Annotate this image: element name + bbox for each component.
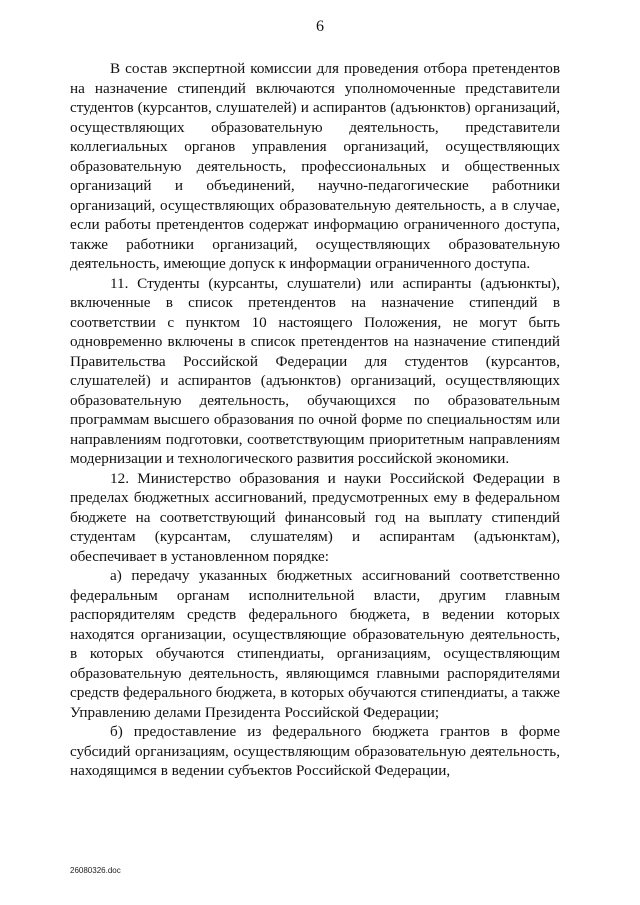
footer-file-code: 26080326.doc: [70, 866, 121, 875]
page-number: 6: [316, 18, 324, 35]
paragraph-item-11: 11. Студенты (курсанты, слушатели) или аспиранты (адъюнкты), включенные в список претендентов на назначение стипендий в соответствии с пунктом 10 настоящего Положения, не могут быть одновременно включены в список претендентов на назначение стипендий Правительства Российской Федерации для студентов (курсантов, слушателей) и аспирантов (адъюнктов) организаций, осуществляющих образовательную деятельность, обучающихся по образовательным программам высшего образования по очной форме по специальностям или направлениям подготовки, соответствующим приоритетным направлениям модернизации и технологического развития российской экономики.: [70, 274, 560, 467]
paragraph-subitem-b: б) предоставление из федерального бюджета грантов в форме субсидий организациям, осуществляющим образовательную деятельность, находящимся в ведении субъектов Российской Федерации,: [70, 723, 560, 779]
paragraph-expert-commission: В состав экспертной комиссии для проведения отбора претендентов на назначение стипендий включаются уполномоченные представители студентов (курсантов, слушателей) и аспирантов (адъюнктов) организаций, осуществляющих образовательную деятельность, представители коллегиальных органов управления организаций, осуществляющих образовательную деятельность, профессиональных и общественных организаций и объединений, научно-педагогические работники организаций, осуществляющих образовательную деятельность, а в случае, если работы претендентов содержат информацию ограниченного доступа, также работники организаций, осуществляющих образовательную деятельность, имеющие допуск к информации ограниченного доступа.: [70, 60, 560, 272]
paragraph-subitem-a: а) передачу указанных бюджетных ассигнований соответственно федеральным органам исполнительной власти, другим главным распорядителям средств федерального бюджета, в ведении которых находятся организации, осуществляющие образовательную деятельность, в которых обучаются стипендиаты, организациям, осуществляющим образовательную деятельность, являющимся главными распорядителями средств федерального бюджета, в которых обучаются стипендиаты, а также Управлению делами Президента Российской Федерации;: [70, 567, 561, 721]
paragraph-item-12: 12. Министерство образования и науки Российской Федерации в пределах бюджетных ассигнований, предусмотренных ему в федеральном бюджете на соответствующий финансовый год на выплату стипендий студентам (курсантам, слушателям) и аспирантам (адъюнктам), обеспечивает в установленном порядке:: [70, 469, 560, 565]
document-body: [70, 59, 560, 781]
